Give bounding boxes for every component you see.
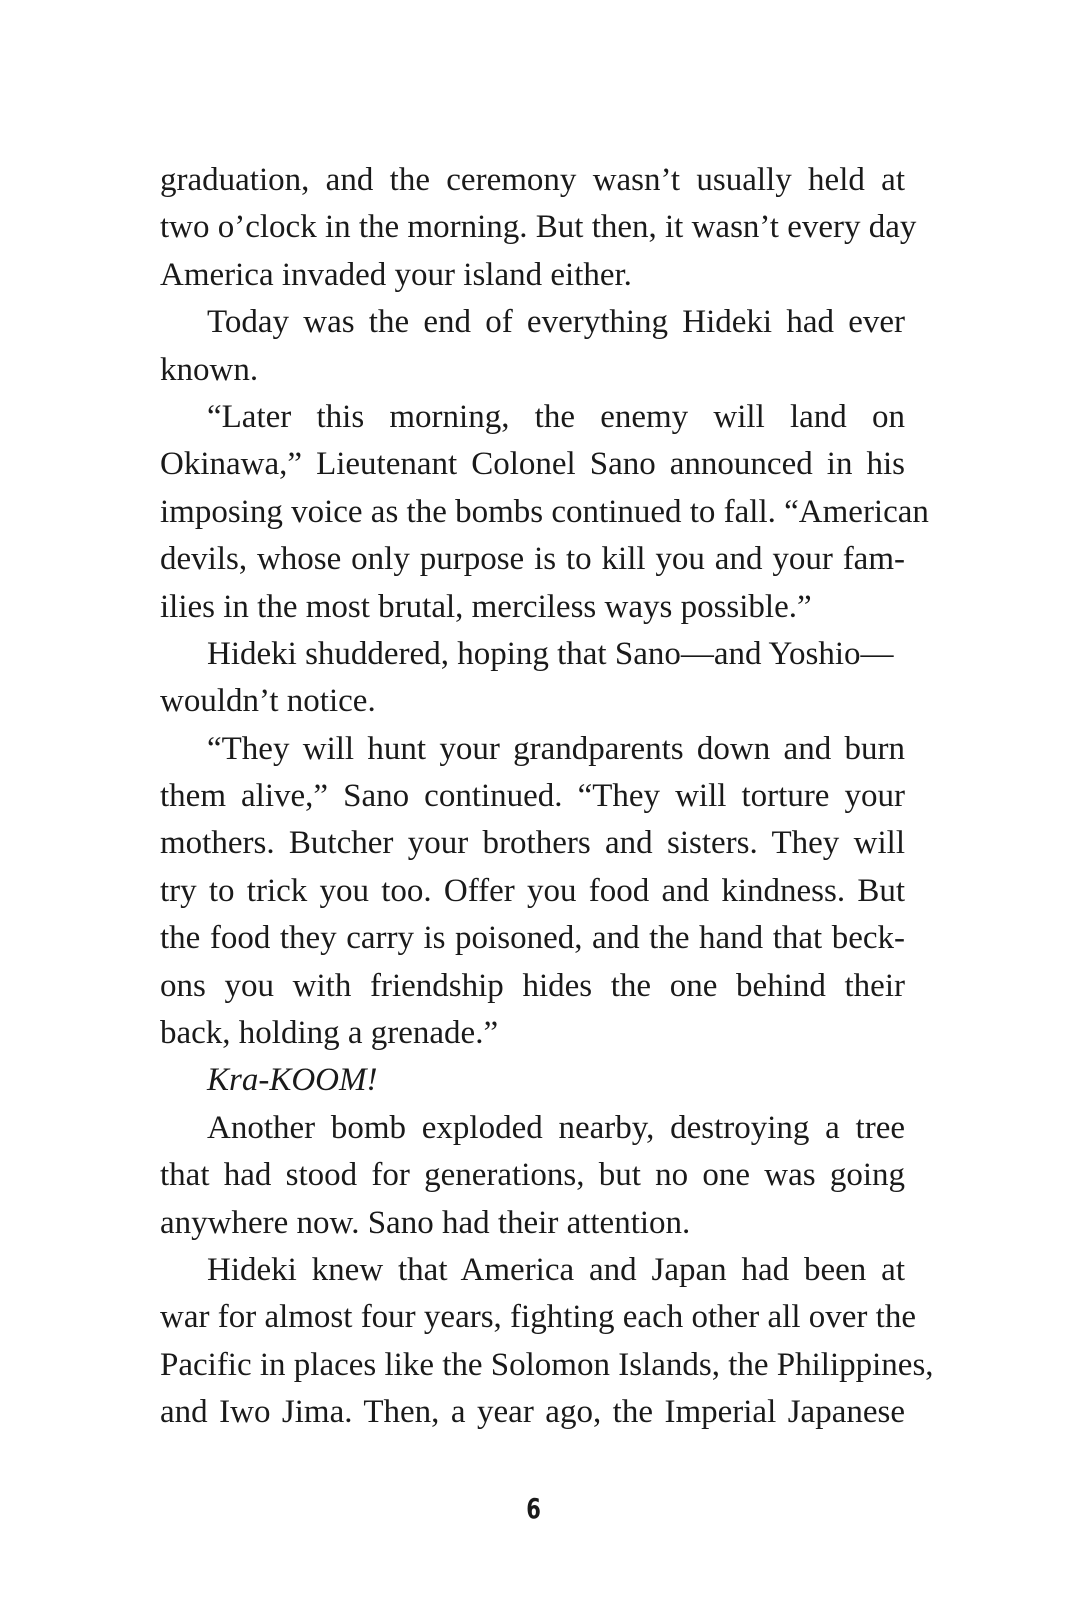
text-line: imposing voice as the bombs continued to fall. “American xyxy=(160,493,929,530)
text-line: “They will hunt your grandparents down and burn xyxy=(207,730,905,767)
text-line: Hideki knew that America and Japan had been at xyxy=(207,1251,905,1288)
text-line: Today was the end of everything Hideki had ever xyxy=(207,304,905,341)
page-number: 6 xyxy=(526,1492,541,1525)
text-line: two o’clock in the morning. But then, it wasn’t every day xyxy=(160,209,917,246)
text-line: Okinawa,” Lieutenant Colonel Sano announced in his xyxy=(160,446,905,483)
body-text xyxy=(160,157,934,1437)
text-line: the food they carry is poisoned, and the hand that beck- xyxy=(160,920,905,957)
text-line: anywhere now. Sano had their attention. xyxy=(160,1204,691,1241)
text-line: war for almost four years, fighting each other all over the xyxy=(160,1299,916,1336)
text-line: and Iwo Jima. Then, a year ago, the Imperial Japanese xyxy=(160,1394,905,1431)
text-line: known. xyxy=(160,351,259,388)
text-line: Hideki shuddered, hoping that Sano—and Yoshio— xyxy=(207,635,894,672)
text-line: graduation, and the ceremony wasn’t usually held at xyxy=(160,162,905,198)
text-line: Kra-KOOM! xyxy=(207,1062,378,1099)
text-line: try to trick you too. Offer you food and kindness. But xyxy=(160,872,905,909)
text-line: that had stood for generations, but no one was going xyxy=(160,1157,905,1194)
text-line: “Later this morning, the enemy will land on xyxy=(207,398,905,435)
text-line: mothers. Butcher your brothers and sisters. They will xyxy=(160,825,905,862)
text-line: ons you with friendship hides the one behind their xyxy=(160,967,905,1004)
text-line: back, holding a grenade.” xyxy=(160,1015,499,1052)
text-line: wouldn’t notice. xyxy=(160,683,376,720)
text-line: them alive,” Sano continued. “They will torture your xyxy=(160,778,905,815)
text-line: ilies in the most brutal, merciless ways possible.” xyxy=(160,588,812,625)
text-line: devils, whose only purpose is to kill you and your fam- xyxy=(160,541,905,578)
text-line: America invaded your island either. xyxy=(160,256,632,293)
text-line: Another bomb exploded nearby, destroying a tree xyxy=(207,1109,905,1146)
text-line: Pacific in places like the Solomon Islands, the Philippines, xyxy=(160,1346,934,1383)
